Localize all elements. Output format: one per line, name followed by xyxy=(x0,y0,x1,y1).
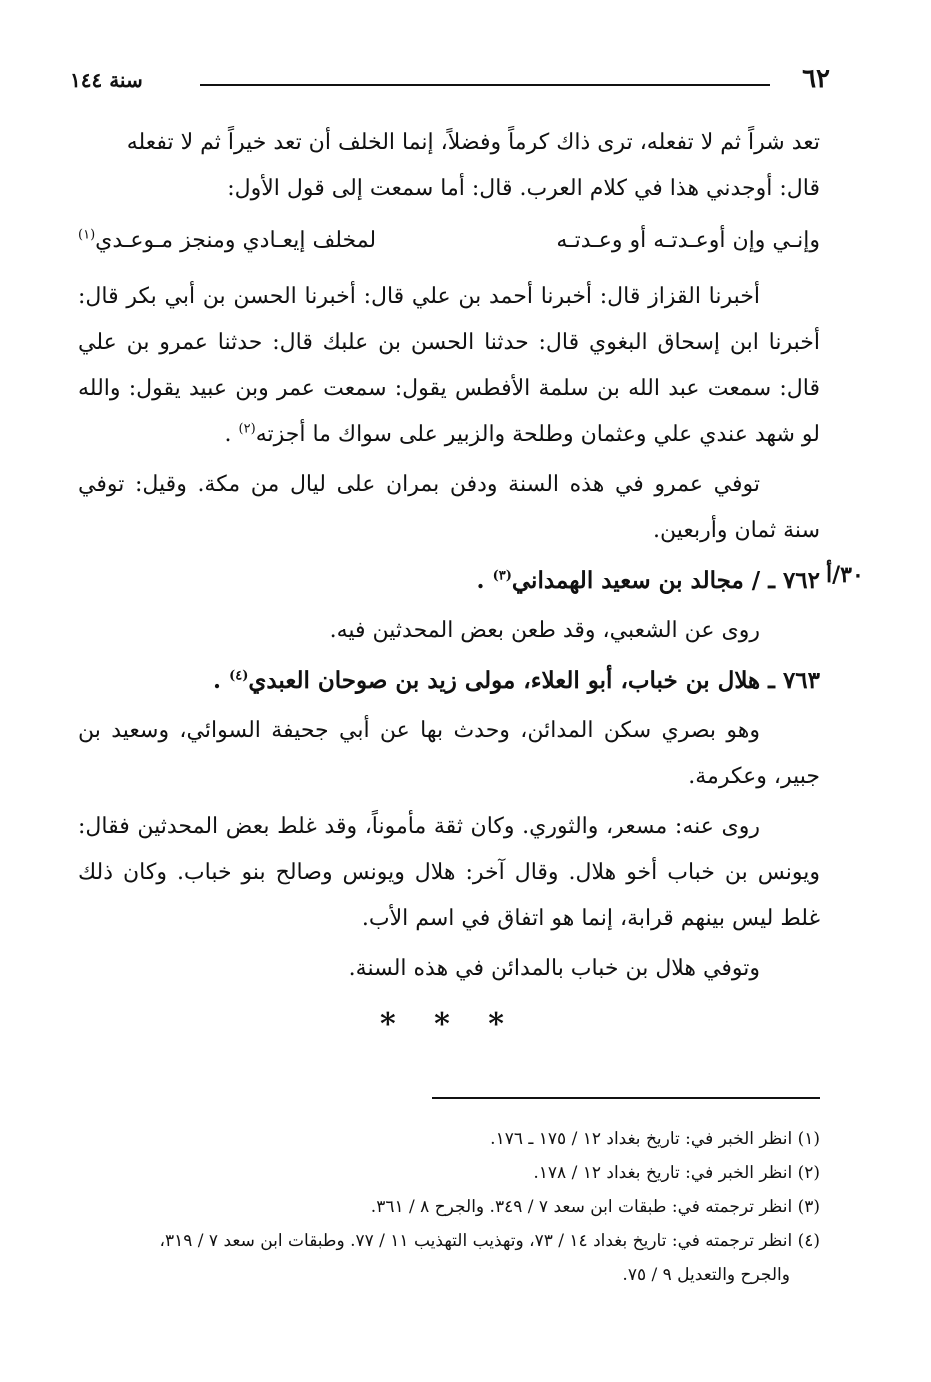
year-title: سنة ١٤٤ xyxy=(70,68,143,92)
footnotes xyxy=(78,1122,820,1292)
paragraph-1-line-1: تعد شراً ثم لا تفعله، ترى ذاك كرماً وفضلاً، إنما الخلف أن تعد خيراً ثم لا تفعله xyxy=(126,130,820,155)
running-header xyxy=(70,62,830,102)
footnote-ref-4: (٤) xyxy=(229,668,249,684)
verse-hemistich-left-text: لمخلف إيعـادي ومنجز مـوعـدي xyxy=(95,228,377,253)
section-separator-stars: * * * xyxy=(380,1007,518,1042)
footnote-ref-2: (٢) xyxy=(238,421,256,437)
paragraph-2-text: أخبرنا القزاز قال: أخبرنا أحمد بن علي قال: أخبرنا الحسن بن أبي بكر قال: أخبرنا ابن إسحاق البغوي قال: حدثنا الحسن بن علبك قال: حدثنا عمرو بن علي قال: سمعت عبد الله بن سلمة الأفطس يقول: سمعت عمر وبن عبيد يقول: والله لو شهد عندي علي وعثمان وطلحة والزبير على سواك ما أجزته xyxy=(78,284,820,447)
entry-763-end: . xyxy=(213,667,222,694)
verse-hemistich-left xyxy=(78,218,376,264)
paragraph-2-end: . xyxy=(224,422,232,447)
paragraph-1 xyxy=(78,120,820,212)
entry-762-end: . xyxy=(476,567,485,594)
page-number: ٦٢ xyxy=(802,64,830,94)
footnote-1: (١) انظر الخبر في: تاريخ بغداد ١٢ / ١٧٥ ـ ١٧٦. xyxy=(490,1129,820,1149)
footnote-ref-1: (١) xyxy=(78,227,96,243)
paragraph-1-line-2: قال: أوجدني هذا في كلام العرب. قال: أما سمعت إلى قول الأول: xyxy=(227,176,820,201)
paragraph-5: وهو بصري سكن المدائن، وحدث بها عن أبي جحيفة السوائي، وسعيد بن جبير، وعكرمة. xyxy=(78,718,820,789)
footnote-2: (٢) انظر الخبر في: تاريخ بغداد ١٢ / ١٧٨. xyxy=(533,1163,820,1183)
verse-hemistich-right: وإنـي وإن أوعـدتـه أو وعـدتـه xyxy=(556,228,820,253)
paragraph-7: وتوفي هلال بن خباب بالمدائن في هذه السنة. xyxy=(348,956,760,981)
main-text xyxy=(78,120,820,1048)
entry-763-heading xyxy=(78,658,820,704)
paragraph-2 xyxy=(78,274,820,458)
footnote-4-continued: والجرح والتعديل ٩ / ٧٥. xyxy=(622,1265,790,1285)
paragraph-6: روى عنه: مسعر، والثوري. وكان ثقة مأموناً، وقد غلط بعض المحدثين فقال: ويونس بن خباب أخو هلال. وقال آخر: هلال ويونس وصالح بنو خباب. وكان ذلك غلط ليس بينهم قرابة، إنما هو اتفاق في اسم الأب. xyxy=(78,814,820,931)
footnote-4: (٤) انظر ترجمته في: تاريخ بغداد ١٤ / ٧٣، وتهذيب التهذيب ١١ / ٧٧. وطبقات ابن سعد ٧ / ٣١٩، xyxy=(159,1231,820,1251)
paragraph-4: روى عن الشعبي، وقد طعن بعض المحدثين فيه. xyxy=(329,618,760,643)
footnote-rule xyxy=(432,1097,820,1099)
header-rule xyxy=(200,84,770,86)
entry-762-heading xyxy=(78,558,820,604)
margin-folio-note: ٣٠/أ xyxy=(826,562,864,588)
paragraph-3: توفي عمرو في هذه السنة ودفن بمران على ليال من مكة. وقيل: توفي سنة ثمان وأربعين. xyxy=(78,472,820,543)
entry-762-title: ٧٦٢ ـ / مجالد بن سعيد الهمداني xyxy=(511,567,820,594)
poem-verse xyxy=(78,218,820,264)
entry-763-title: ٧٦٣ ـ هلال بن خباب، أبو العلاء، مولى زيد بن صوحان العبدي xyxy=(248,667,820,694)
footnote-ref-3: (٣) xyxy=(492,568,512,584)
footnote-3: (٣) انظر ترجمته في: طبقات ابن سعد ٧ / ٣٤٩. والجرح ٨ / ٣٦١. xyxy=(370,1197,820,1217)
